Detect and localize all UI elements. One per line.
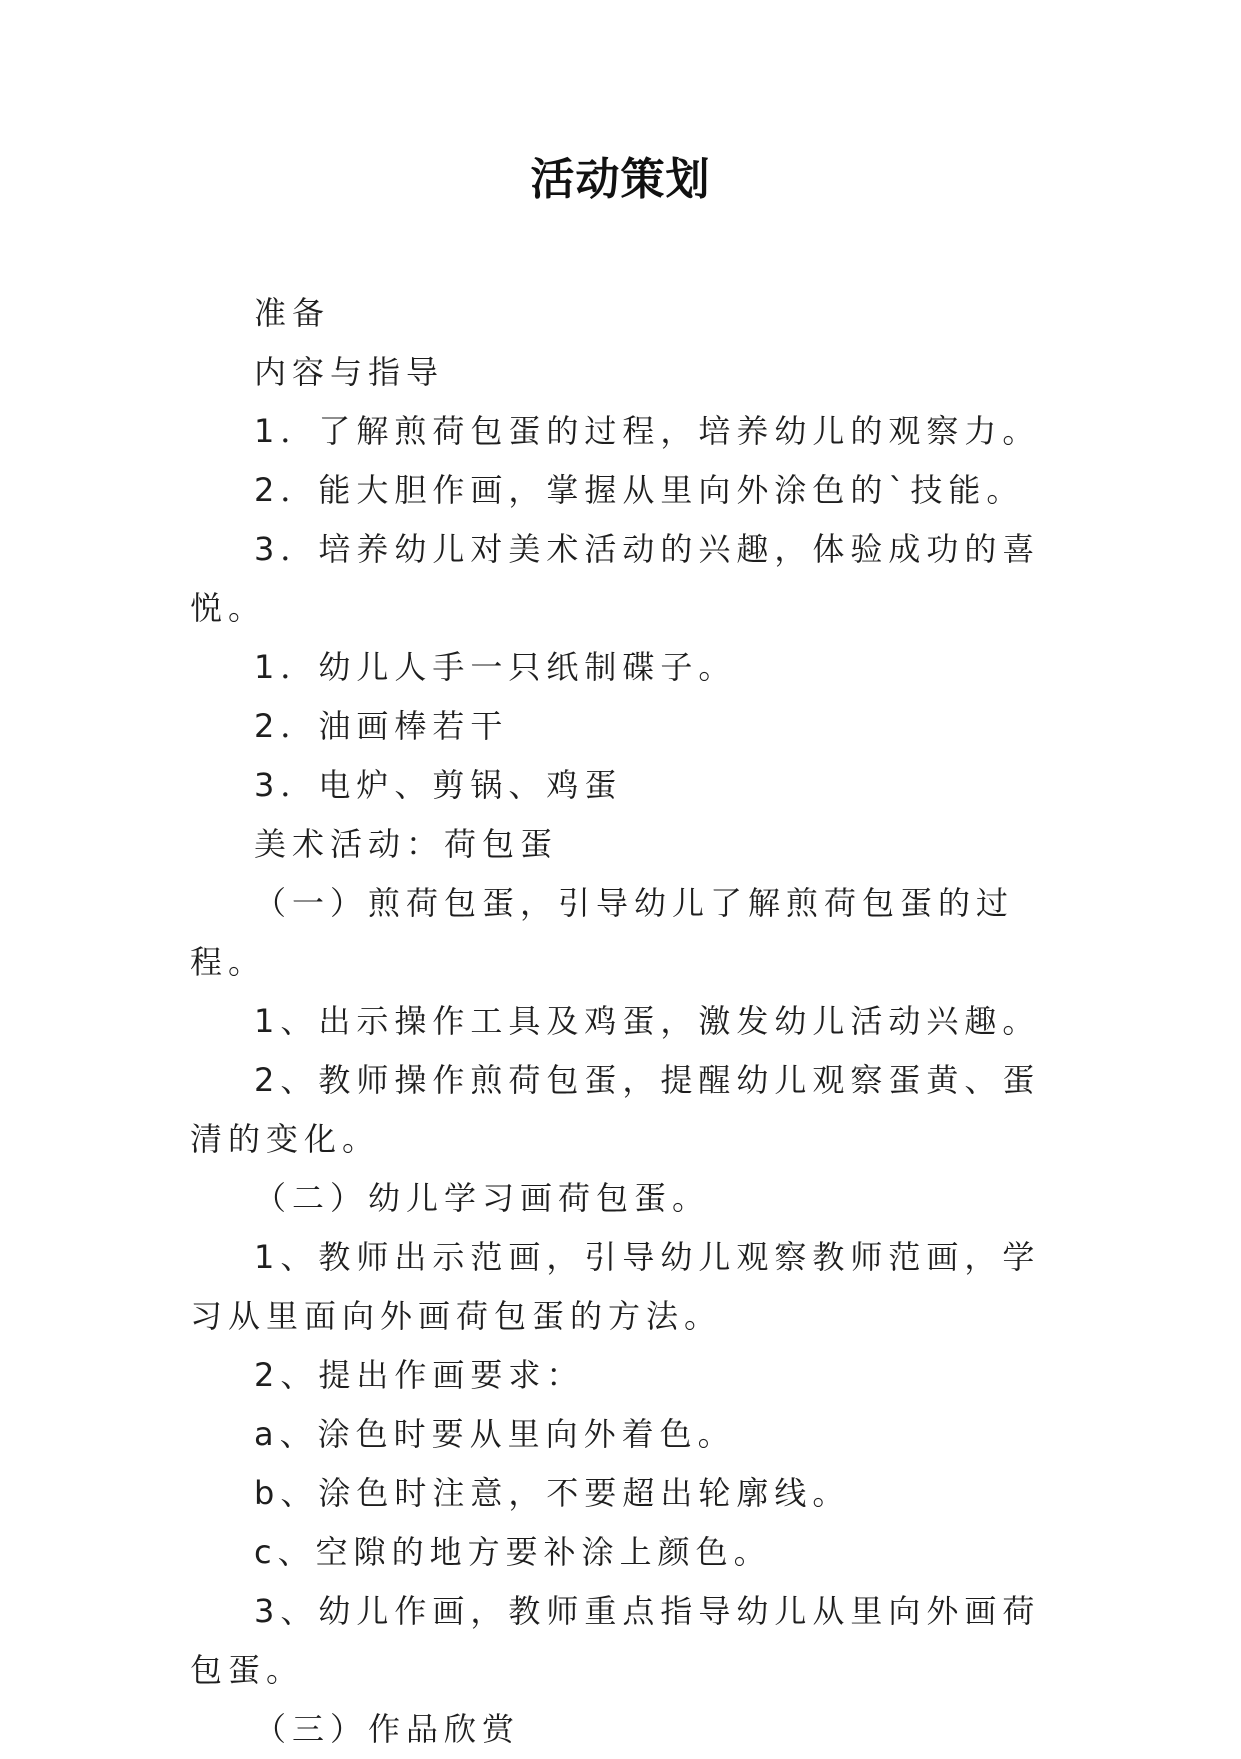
step-2-3: 3、幼儿作画，教师重点指导幼儿从里向外画荷包蛋。	[190, 1592, 1041, 1689]
step-1-1: 1、出示操作工具及鸡蛋，激发幼儿活动兴趣。	[254, 1002, 1041, 1040]
requirement-c: c、空隙的地方要补涂上颜色。	[254, 1533, 772, 1571]
section-heading-2: （二）幼儿学习画荷包蛋。	[254, 1179, 711, 1217]
document-body	[190, 284, 1070, 1759]
section-heading-3: （三）作品欣赏	[254, 1710, 521, 1748]
goal-item-3: 3．培养幼儿对美术活动的兴趣，体验成功的喜悦。	[190, 530, 1041, 627]
step-2-2: 2、提出作画要求：	[254, 1356, 585, 1394]
material-item-1: 1．幼儿人手一只纸制碟子。	[254, 648, 737, 686]
goal-item-1: 1．了解煎荷包蛋的过程，培养幼儿的观察力。	[254, 412, 1041, 450]
section-heading-1: （一）煎荷包蛋，引导幼儿了解煎荷包蛋的过程。	[190, 884, 1015, 981]
goal-item-2: 2．能大胆作画，掌握从里向外涂色的`技能。	[254, 471, 1025, 509]
paragraph-preparation: 准备	[254, 294, 331, 332]
paragraph-content-guidance: 内容与指导	[254, 353, 445, 391]
activity-name: 美术活动：荷包蛋	[254, 825, 559, 863]
step-1-2: 2、教师操作煎荷包蛋，提醒幼儿观察蛋黄、蛋清的变化。	[190, 1061, 1041, 1158]
requirement-a: a、涂色时要从里向外着色。	[254, 1415, 736, 1453]
material-item-2: 2．油画棒若干	[254, 707, 509, 745]
step-2-1: 1、教师出示范画，引导幼儿观察教师范画，学习从里面向外画荷包蛋的方法。	[190, 1238, 1041, 1335]
material-item-3: 3．电炉、剪锅、鸡蛋	[254, 766, 623, 804]
requirement-b: b、涂色时注意，不要超出轮廓线。	[254, 1474, 851, 1512]
document-title: 活动策划	[530, 154, 711, 205]
